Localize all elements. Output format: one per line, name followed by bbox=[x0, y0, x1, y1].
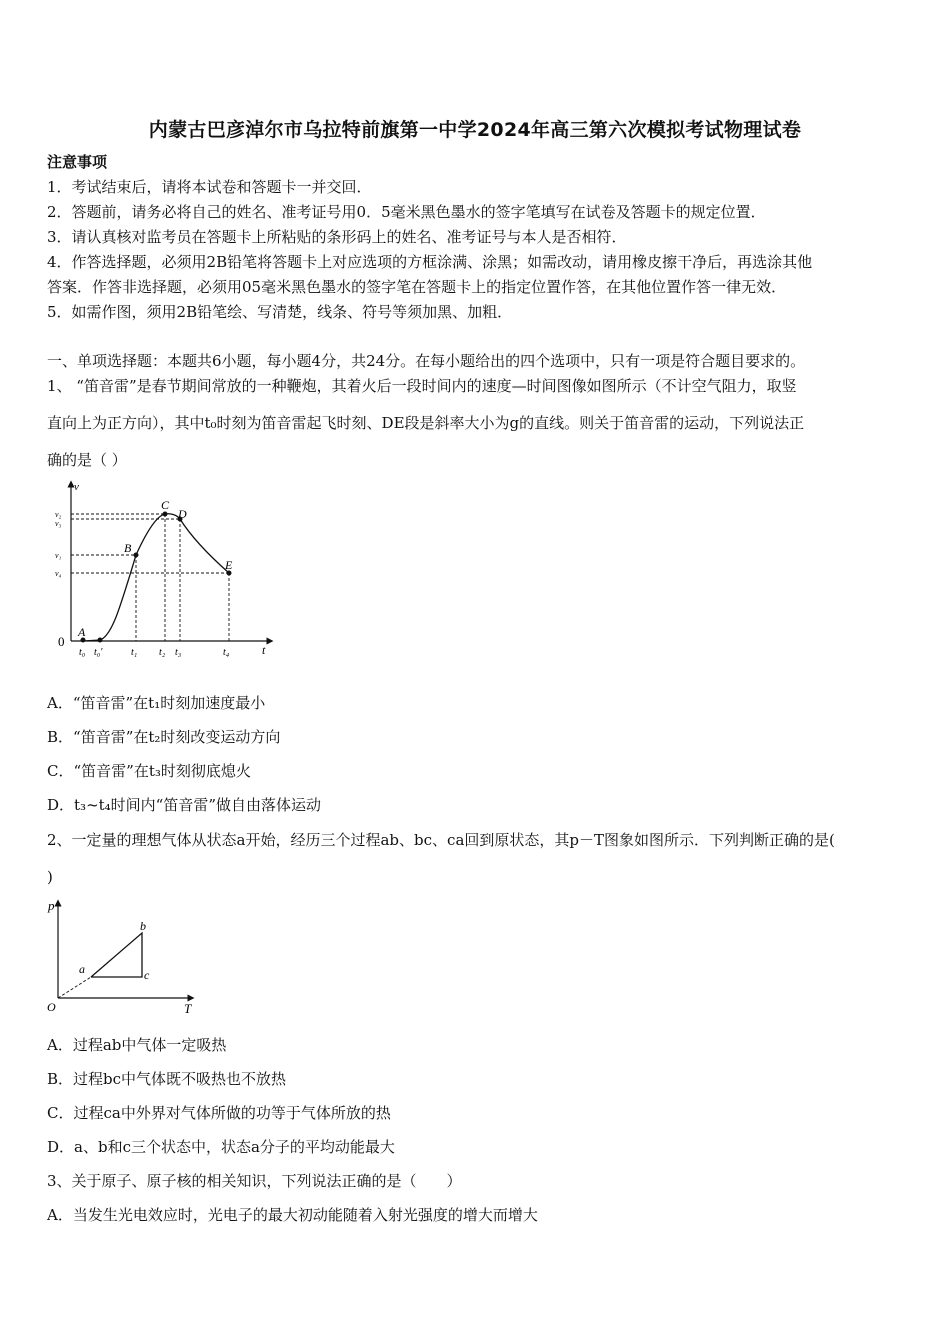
notice-item: 4．作答选择题，必须用2B铅笔将答题卡上对应选项的方框涂满、涂黑；如需改动，请用橡皮擦干净后，再选涂其他 bbox=[47, 253, 813, 271]
notice-heading: 注意事项 bbox=[47, 153, 108, 171]
tick-label-t3: t₃ bbox=[175, 647, 182, 658]
option-a: A．过程ab中气体一定吸热 bbox=[47, 1036, 227, 1054]
point-label-c: c bbox=[144, 968, 150, 982]
pressure-temperature-graph bbox=[45, 895, 205, 1020]
point-label-a: a bbox=[79, 962, 85, 976]
point-label-c: C bbox=[161, 498, 170, 512]
tick-label-v3: v₃ bbox=[55, 519, 62, 528]
point-label-d: D bbox=[178, 507, 187, 521]
question-2-text: 2、一定量的理想气体从状态a开始，经历三个过程ab、bc、ca回到原状态，其p－T图象如图所示．下列判断正确的是( bbox=[47, 831, 835, 849]
tick-label-v1: v₁ bbox=[55, 551, 62, 560]
option-b: B．“笛音雷”在t₂时刻改变运动方向 bbox=[47, 728, 281, 746]
tick-label-t4: t₄ bbox=[223, 647, 230, 658]
axis-label-v: v bbox=[74, 481, 79, 493]
option-b: B．过程bc中气体既不吸热也不放热 bbox=[47, 1070, 287, 1088]
notice-item: 3．请认真核对监考员在答题卡上所粘贴的条形码上的姓名、准考证号与本人是否相符． bbox=[47, 228, 627, 246]
page-title: 内蒙古巴彦淖尔市乌拉特前旗第一中学2024年高三第六次模拟考试物理试卷 bbox=[148, 119, 802, 141]
point-label-b: B bbox=[124, 541, 132, 555]
origin-label: O bbox=[47, 1000, 56, 1014]
axis-label-t: t bbox=[262, 643, 266, 657]
option-d: D．t₃~t₄时间内“笛音雷”做自由落体运动 bbox=[47, 796, 322, 814]
notice-item: 1．考试结束后，请将本试卷和答题卡一并交回． bbox=[47, 178, 372, 196]
tick-label-t2: t₂ bbox=[159, 647, 166, 658]
tick-label-v2: v₂ bbox=[55, 510, 62, 519]
section-heading: 一、单项选择题：本题共6小题，每小题4分，共24分。在每小题给出的四个选项中，只有一项是符合题目要求的。 bbox=[47, 352, 806, 370]
question-1-text: 确的是（ ） bbox=[47, 451, 127, 469]
tick-label-v4: v₄ bbox=[55, 569, 62, 578]
axis-label-p: p bbox=[48, 898, 55, 913]
option-c: C．过程ca中外界对气体所做的功等于气体所放的热 bbox=[47, 1104, 391, 1122]
notice-item: 答案．作答非选择题，必须用05毫米黑色墨水的签字笔在答题卡上的指定位置作答，在其他位置作答一律无效． bbox=[47, 278, 787, 296]
tick-label-t0-prime: t₀' bbox=[94, 647, 103, 658]
velocity-time-graph bbox=[50, 478, 280, 663]
point-label-a: A bbox=[78, 625, 86, 639]
tick-label-t0: t₀ bbox=[79, 647, 86, 658]
option-a: A．当发生光电效应时，光电子的最大初动能随着入射光强度的增大而增大 bbox=[47, 1206, 538, 1224]
tick-label-t1: t₁ bbox=[131, 647, 138, 658]
option-d: D．a、b和c三个状态中，状态a分子的平均动能最大 bbox=[47, 1138, 395, 1156]
option-a: A．“笛音雷”在t₁时刻加速度最小 bbox=[47, 694, 266, 712]
point-label-b: b bbox=[140, 919, 146, 933]
question-3-text: 3、关于原子、原子核的相关知识，下列说法正确的是（ ） bbox=[47, 1172, 462, 1190]
question-1-text: 1、 “笛音雷”是春节期间常放的一种鞭炮，其着火后一段时间内的速度—时间图像如图所示（不计空气阻力，取竖 bbox=[47, 377, 797, 395]
question-1-text: 直向上为正方向），其中t₀时刻为笛音雷起飞时刻、DE段是斜率大小为g的直线。则关于笛音雷的运动，下列说法正 bbox=[47, 414, 805, 432]
option-c: C．“笛音雷”在t₃时刻彻底熄火 bbox=[47, 762, 251, 780]
notice-item: 2．答题前，请务必将自己的姓名、准考证号用0．5毫米黑色墨水的签字笔填写在试卷及答题卡的规定位置． bbox=[47, 203, 766, 221]
question-2-text: ) bbox=[47, 868, 53, 886]
notice-item: 5．如需作图，须用2B铅笔绘、写清楚，线条、符号等须加黑、加粗． bbox=[47, 303, 513, 321]
point-label-e: E bbox=[225, 558, 233, 572]
origin-label: 0 bbox=[58, 634, 65, 649]
axis-label-T: T bbox=[184, 1001, 192, 1016]
